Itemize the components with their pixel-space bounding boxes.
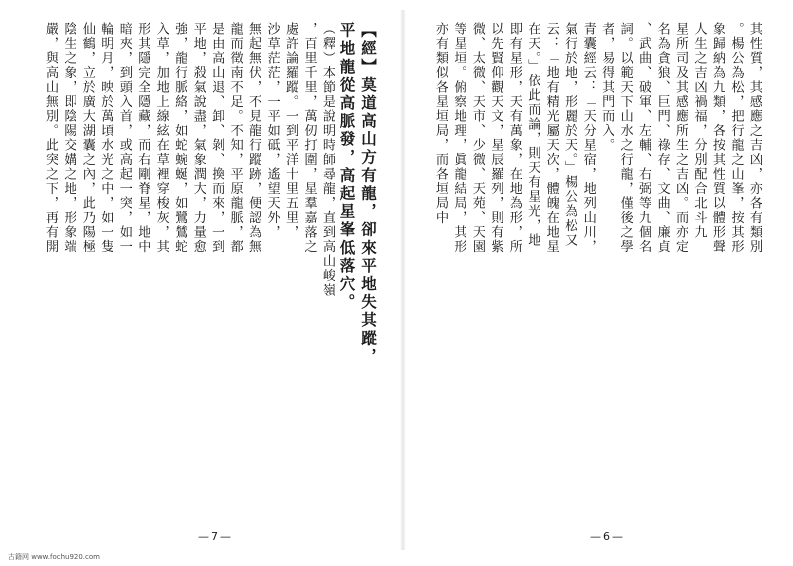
text-column: 處許論羅蹤。一到平洋十里五里， (283, 22, 299, 240)
left-page-number: —7— (198, 530, 233, 543)
text-column: 。楊公為松，把行龍之山峯，按其形 (728, 22, 744, 254)
text-column: 氣行於地，形麗於天。」楊公為松又 (562, 22, 578, 248)
text-column: ，百里千里，萬仞打圍，星羣嘉落之 (301, 22, 317, 254)
verse-heading-column: 平地龍從高脈發，高起星峯低落穴。 (337, 22, 357, 312)
text-column: 是由高山退、卸、剝、換而來，一到 (209, 22, 225, 254)
right-page-columns (432, 22, 762, 522)
text-column: 云：「地有精光屬天次，體魄在地星 (543, 22, 559, 254)
text-column: 微、太微、天市、少微、天苑、天園 (469, 22, 485, 254)
page-gutter (400, 10, 406, 550)
text-column: 亦有類似各星垣局，而各垣局中 (433, 22, 448, 225)
text-column: 詞。以範天下山水之行龍，僅後之學 (617, 22, 633, 254)
text-column: 人生之吉凶禍福，分別配合北斗九 (691, 22, 707, 240)
text-column: 沙草茫茫，一平如砥，遙望天外， (264, 22, 280, 240)
text-column: 象歸納為九類，各按其性質以體形聲 (710, 22, 726, 254)
text-column: 強，龍行脈絡，如蛇蜿蜒，如鷺鷥蛇 (172, 22, 188, 254)
site-footer: 古籍网 www.fochu920.com (8, 553, 100, 561)
text-column: 龍而徵南不足。不知，平原龍脈，都 (227, 22, 243, 254)
text-column: 陰生之象，即陰陽交媾之地，形象端 (61, 22, 77, 254)
text-column: 輪明月，映於萬頃水光之中，如一隻 (98, 22, 114, 254)
text-column: 暗夾，到頭入首，或高起一突，如一 (116, 22, 132, 254)
verse-heading-column: 【經】莫道高山方有龍，卻來平地失其蹤， (358, 22, 378, 366)
text-column: 其性質，其感應之吉凶，亦各有類別 (746, 22, 762, 254)
text-column: 青囊經云：「天分星宿，地列山川， (580, 22, 596, 254)
text-column: 在天。」依此而論，則天有星光，地 (525, 22, 541, 248)
text-column: （釋）本節是說明時師尋龍，直到高山峻嶺 (320, 22, 336, 298)
left-page-columns (42, 22, 378, 522)
text-column: 平地，殺氣說盡，氣象潤大，力量愈 (190, 22, 206, 254)
text-column: 星所司及其感應所生之吉凶。而亦定 (673, 22, 689, 254)
text-column: 無起無伏，不見龍行蹤跡，便認為無 (246, 22, 262, 254)
left-page (42, 22, 378, 522)
text-column: 、武曲、破軍、左輔、右弼等九個名 (636, 22, 652, 254)
text-column: 等星垣。俯察地理，眞龍結局，其形 (451, 22, 467, 254)
text-column: 名為貪狼、巨門、祿存、文曲、廉貞 (654, 22, 670, 254)
text-column: 即有星形，天有萬象，在地為形，所 (506, 22, 522, 254)
text-column: 嚴，與高山無別。此突之下，再有開 (43, 22, 58, 254)
text-column: 以先賢仰觀天文，星辰羅列，則有紫 (488, 22, 504, 254)
text-column: 仙鶴，立於廣大湖囊之內，此乃陽極 (79, 22, 95, 254)
text-column: 者，易得其門而入。 (599, 22, 615, 153)
text-column: 形其隱完全隱藏，而右剛脊星，地中 (135, 22, 151, 254)
right-page (432, 22, 762, 522)
text-column: 入草，加地上線絃在草裡穿梭灰，其 (153, 22, 169, 254)
right-page-number: —6— (590, 530, 625, 543)
